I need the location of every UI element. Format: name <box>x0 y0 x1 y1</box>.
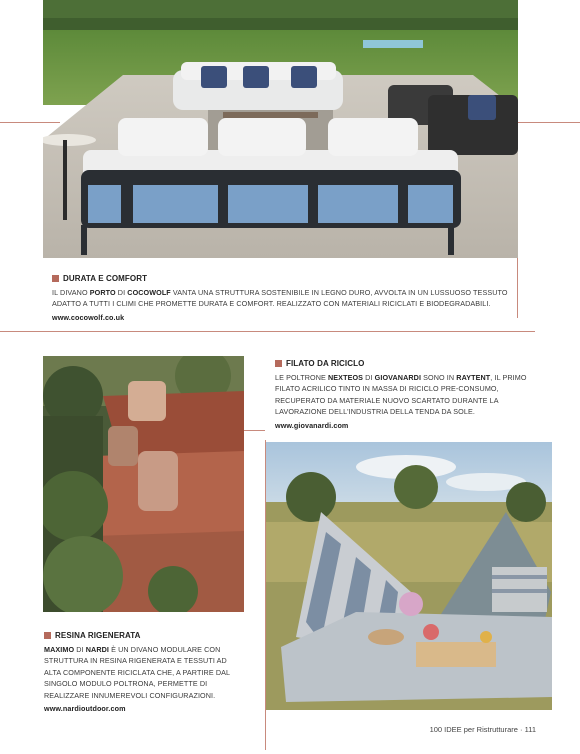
caption-resina-title-text: RESINA RIGENERATA <box>55 631 141 640</box>
rule-mid <box>0 331 535 332</box>
bullet-square-icon <box>52 275 59 282</box>
rule-top-left <box>0 122 60 123</box>
rule-top-right <box>518 122 580 123</box>
photo-maximo-sofa <box>43 356 244 612</box>
caption-filato <box>275 358 537 431</box>
caption-durata-url[interactable]: www.cocowolf.co.uk <box>52 312 125 322</box>
caption-durata-title <box>52 273 512 285</box>
bullet-square-icon <box>44 632 51 639</box>
page-footer: 100 IDEE per Ristrutturare · 111 <box>429 725 536 734</box>
caption-filato-title-text: FILATO DA RICICLO <box>286 359 365 368</box>
caption-filato-url[interactable]: www.giovanardi.com <box>275 420 349 430</box>
caption-resina-title <box>44 630 244 642</box>
bullet-square-icon <box>275 360 282 367</box>
caption-filato-body: LE POLTRONE NEXTEOS DI GIOVANARDI SONO IN RAYTENT, IL PRIMO FILATO ACRILICO TINTO IN MASSA DI RICICLO PRE-CONSUMO, RECUPERATO DA MATERIALE NUOVO SCARTATO DURANTE LA LAVORAZIONE DELL'INDUSTRIA DELLA TENDA DA SOLE. <box>275 372 527 416</box>
caption-durata-body: IL DIVANO PORTO DI COCOWOLF VANTA UNA STRUTTURA SOSTENIBILE IN LEGNO DURO, AVVOLTA IN UN LUSSUOSO TESSUTO ADATTO A TUTTI I CLIMI CHE PROMETTE DURATA E COMFORT. REALIZZATO CON MATERIALI RICICLATI E BIODEGRADABILI. <box>52 287 508 308</box>
caption-durata <box>52 273 512 323</box>
caption-resina <box>44 630 244 715</box>
caption-resina-url[interactable]: www.nardioutdoor.com <box>44 704 126 713</box>
caption-filato-title <box>275 358 537 370</box>
photo-porto-sofa <box>43 0 518 258</box>
rule-low <box>243 430 265 431</box>
caption-durata-title-text: DURATA E COMFORT <box>63 274 148 283</box>
caption-resina-body: MAXIMO DI NARDI È UN DIVANO MODULARE CON STRUTTURA IN RESINA RIGENERATA E TESSUTI AD ALTA COMPONENTE RICICLATA CHE, A PARTIRE DAL SINGOLO MODULO POLTRONA, PERMETTE DI REALIZZARE INNUMEREVOLI CONFIGURAZIONI. <box>44 644 230 700</box>
photo-nexteos-beanbags <box>266 442 552 710</box>
rule-vert-right <box>517 258 518 318</box>
